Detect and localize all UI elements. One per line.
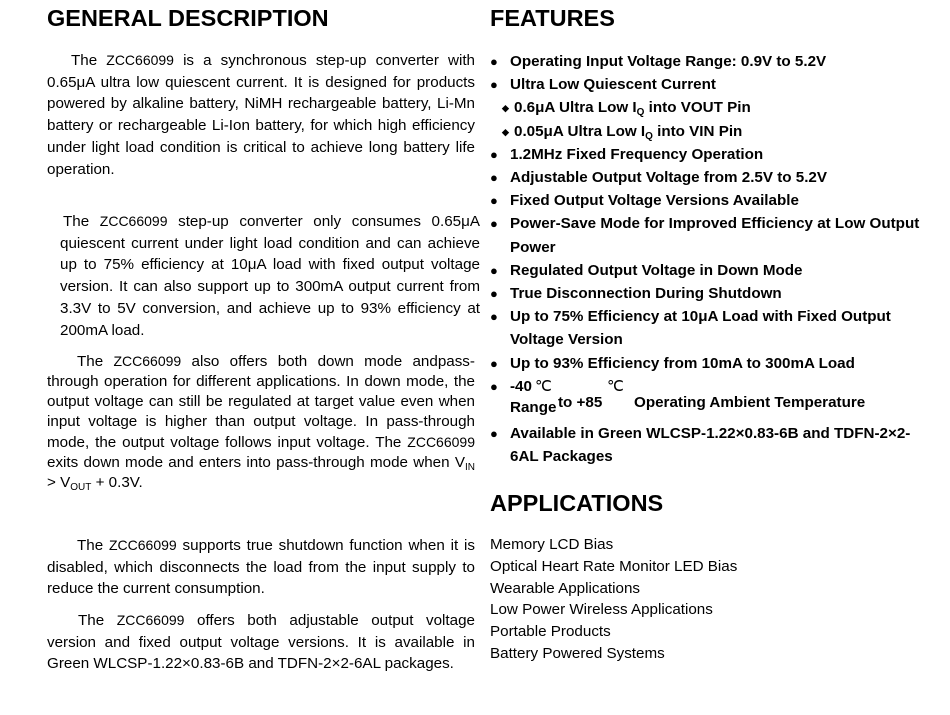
diamond-bullet-icon: ◆ [502,103,509,114]
feature-text: 0.05μA Ultra Low I [514,122,646,140]
feature-item [490,352,930,375]
feature-text: True Disconnection During Shutdown [510,285,782,303]
vin-subscript: IN [464,462,475,473]
feature-subitem [490,120,930,143]
paragraph-lead: The [77,353,104,370]
feature-item-temperature [490,375,930,422]
bullet-icon: ● [490,170,498,186]
paragraph-text: is a synchronous step-up converter with 0.65μA ultra low quiescent current. It is designed for products powered by alkaline battery, NiMH rechargeable battery, Li-Mn battery or rechargeable Li-Ion battery, for which high efficiency under light load condition is critical to achieve long battery life operation. [47,52,475,178]
bullet-icon: ● [490,77,498,93]
part-number: ZCC66099 [407,434,475,450]
feature-subitem [490,96,930,119]
feature-text: Available in Green WLCSP-1.22×0.83-6B and TDFN-2×2-6AL Packages [510,424,911,466]
application-item: Wearable Applications [490,579,640,597]
vout-label: > V [47,474,71,491]
feature-text: 0.6μA Ultra Low I [514,99,637,117]
application-item: Optical Heart Rate Monitor LED Bias [490,557,738,575]
vin-label: V [454,454,465,471]
feature-item [490,166,930,189]
iq-subscript: Q [645,130,653,142]
description-paragraph-1 [47,50,475,180]
bullet-icon: ● [490,146,498,162]
temp-unit: ℃ [607,377,625,395]
paragraph-lead: The [78,612,105,629]
bullet-icon: ● [490,193,498,209]
application-item: Battery Powered Systems [490,644,665,662]
feature-item [490,212,930,258]
diamond-bullet-icon: ◆ [502,126,509,137]
application-item: Portable Products [490,623,611,641]
feature-item [490,50,930,73]
feature-item [490,259,930,282]
condition-tail: + 0.3V. [91,474,143,491]
temp-description: Operating Ambient Temperature [634,393,866,411]
paragraph-lead: The [77,537,104,554]
paragraph-lead: The [63,213,90,230]
temp-range-label: Range [510,398,557,416]
applications-heading: APPLICATIONS [490,490,664,516]
feature-text: Up to 93% Efficiency from 10mA to 300mA Load [510,354,855,372]
description-paragraph-4 [47,535,475,600]
part-number: ZCC66099 [106,52,174,68]
features-list [490,50,930,468]
bullet-icon: ● [490,355,498,371]
feature-text: Up to 75% Efficiency at 10μA Load with Fixed Output Voltage Version [510,308,891,349]
feature-text: Ultra Low Quiescent Current [510,76,716,94]
features-heading: FEATURES [490,5,615,31]
feature-item [490,422,930,468]
paragraph-text: exits down mode and enters into pass-through mode when [47,454,450,471]
feature-text: Regulated Output Voltage in Down Mode [510,261,803,279]
bullet-icon: ● [490,54,498,69]
bullet-icon: ● [490,262,498,278]
temp-max: to +85 [558,393,603,411]
feature-text: into VIN Pin [652,122,743,140]
paragraph-lead: The [71,52,98,69]
temp-min: -40 [510,377,532,395]
description-paragraph-3 [47,351,475,493]
bullet-icon: ● [490,309,498,325]
feature-text: Power-Save Mode for Improved Efficiency at Low Output Power [510,215,920,256]
general-description-heading: GENERAL DESCRIPTION [47,5,329,31]
feature-item [490,305,930,351]
part-number: ZCC66099 [116,612,185,628]
feature-item [490,282,930,305]
feature-item [490,189,930,212]
part-number: ZCC66099 [113,353,182,369]
paragraph-text: step-up converter only consumes 0.65μA quiescent current under light load condition and can achieve up to 75% efficiency at 10μA load with fixed output voltage version. It can also support up to 300mA output current from 3.3V to 5V conversion, and achieve up to 93% efficiency at 200mA load. [60,213,480,339]
paragraph-text: offers both adjustable output voltage version and fixed output voltage versions. It is available in Green WLCSP-1.22×0.83-6B and TDFN-2×2-6AL packages. [47,612,475,673]
feature-text: into VOUT Pin [644,99,751,117]
bullet-icon: ● [490,286,498,302]
iq-subscript: Q [636,107,645,119]
bullet-icon: ● [490,216,498,232]
part-number: ZCC66099 [99,213,168,229]
feature-text: Adjustable Output Voltage from 2.5V to 5.2V [510,169,828,187]
description-paragraph-2 [60,211,480,341]
bullet-icon: ● [490,378,498,394]
application-item: Low Power Wireless Applications [490,601,713,619]
feature-item [490,143,930,166]
feature-item [490,73,930,96]
bullet-icon: ● [490,425,498,441]
applications-list [490,534,737,665]
feature-text: 1.2MHz Fixed Frequency Operation [510,145,764,163]
paragraph-text: supports true shutdown function when it is disabled, which disconnects the load from the input supply to reduce the current consumption. [47,537,475,598]
feature-text: Operating Input Voltage Range: 0.9V to 5.2V [510,53,827,70]
part-number: ZCC66099 [109,537,177,553]
application-item: Memory LCD Bias [490,536,614,553]
paragraph-text: also offers both down mode andpass-through operation for different applications. In down mode, the output voltage can still be regulated at target value even when input voltage is higher than output voltage. In pass-through mode, the output voltage follows input voltage. The [47,353,475,451]
description-paragraph-5 [47,610,475,675]
temp-unit: ℃ [535,377,553,395]
feature-text: Fixed Output Voltage Versions Available [510,192,799,210]
vout-subscript: OUT [70,482,92,493]
